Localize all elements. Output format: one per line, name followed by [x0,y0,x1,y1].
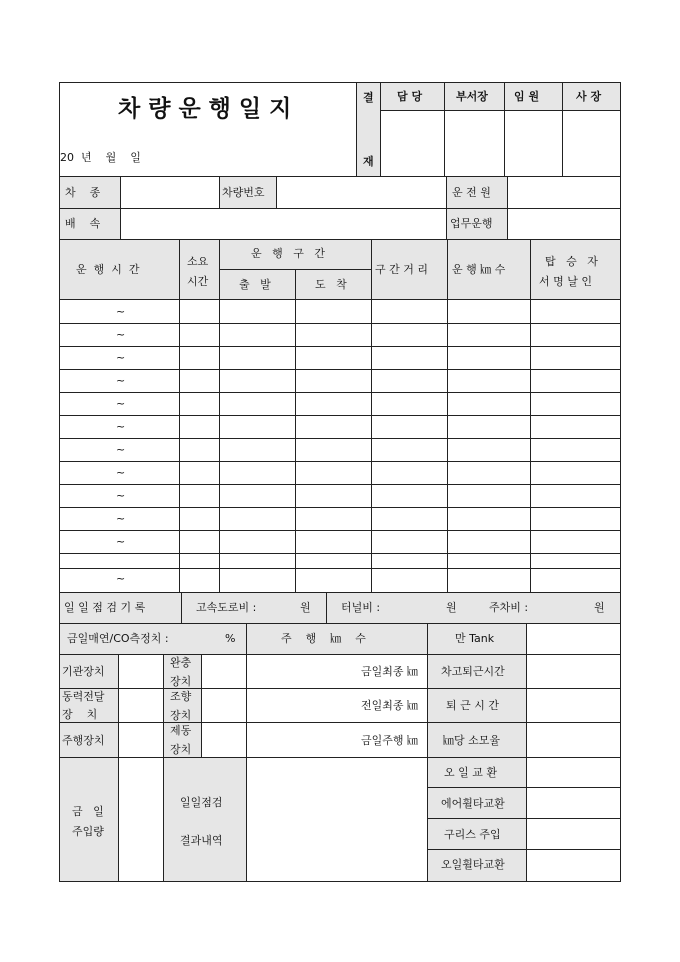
approver-executive: 임 원 [514,90,540,103]
hline-654 [59,654,620,655]
log-row-6: ~ [116,420,126,433]
vline-log-179 [179,239,180,592]
running-gear-label: 주행장치 [62,734,105,747]
vline-chk-181 [181,592,182,623]
smoke-co-label: 금일매연/CO측정치 : [67,632,169,645]
vline-veh-276 [276,176,277,208]
log-row-4: ~ [116,374,126,387]
parking-fee-unit: 원 [594,601,605,614]
vline-smk-427 [427,623,428,881]
vline-parts-163 [163,654,164,881]
vline-veh-507 [507,176,508,239]
log-row-10: ~ [116,512,126,525]
vline-veh-219 [219,176,220,208]
hline-r3 [59,369,620,370]
vline-562 [562,82,563,176]
vline-parts-201 [201,654,202,757]
brake-label-2: 장치 [170,743,192,756]
drivetrain-label-1: 동력전달 [62,690,105,703]
log-row-3: ~ [116,351,126,364]
vline-356 [356,82,357,176]
vline-smk-526 [526,623,527,881]
hline-299 [59,299,620,300]
log-head-dur-2: 시간 [187,275,209,288]
smoke-co-percent: % [225,632,236,645]
vline-parts-118 [118,654,119,881]
parking-fee-label: 주차비 : [489,601,529,614]
air-filter-label: 에어휠타교환 [441,797,505,810]
log-head-depart: 출 발 [239,278,271,291]
log-row-12: ~ [116,572,126,585]
today-driven-km-label: 금일주행 ㎞ [361,734,419,747]
vehicle-type-label: 차 종 [65,186,101,199]
hline-722 [59,722,620,723]
fuel-label-2: 주입량 [72,825,104,838]
hline-592 [59,592,620,593]
vline-chk-326 [326,592,327,623]
approval-label-bottom: 재 [363,155,374,168]
hline-757 [59,757,620,758]
vline-log-530 [530,239,531,592]
vline-380 [380,82,381,176]
highway-fee-unit: 원 [300,601,311,614]
oil-filter-label: 오일휠타교환 [441,858,505,871]
log-head-dur-1: 소요 [187,255,209,268]
hline-r6 [59,438,620,439]
suspension-label-1: 완충 [170,656,192,669]
driver-label: 운 전 원 [452,186,491,199]
vline-log-295 [295,269,296,592]
log-row-1: ~ [116,305,126,318]
hline-r12 [59,568,620,569]
grease-label: 구리스 주입 [444,828,501,841]
log-row-9: ~ [116,489,126,502]
highway-fee-label: 고속도로비 : [196,601,257,614]
leave-work-time-label: 퇴 근 시 간 [446,699,499,712]
engine-label: 기관장치 [62,665,105,678]
oil-change-label: 오 일 교 환 [444,766,497,779]
log-head-pass-2: 서 명 날 인 [539,275,592,288]
hline-176 [59,176,620,177]
log-head-distance: 구 간 거 리 [375,263,428,276]
vline-smk-246 [246,623,247,881]
hline-approval [380,110,620,111]
form-border [59,82,621,882]
hline-688 [59,688,620,689]
consumption-rate-label: ㎞당 소모율 [443,734,501,747]
tunnel-fee-unit: 원 [446,601,457,614]
steering-label-2: 장치 [170,709,192,722]
check-result-label-1: 일일점검 [180,796,223,809]
hline-r4 [59,392,620,393]
driving-km-label: 주 행 ㎞ 수 [281,632,366,645]
prev-final-km-label: 전일최종 ㎞ [361,699,419,712]
approver-president: 사 장 [576,90,602,103]
vline-504 [504,82,505,176]
assignment-label: 배 속 [65,217,101,230]
date-line: 20 년 월 일 [60,151,141,164]
log-head-arrive: 도 착 [315,278,347,291]
log-head-time: 운 행 시 간 [76,263,140,276]
approval-label-top: 결 [363,91,374,104]
garage-return-time-label: 차고퇴근시간 [441,665,505,678]
brake-label-1: 제동 [170,724,192,737]
hline-r10 [59,530,620,531]
approver-staff: 담 당 [397,90,423,103]
hline-r5 [59,415,620,416]
tunnel-fee-label: 터널비 : [341,601,381,614]
log-row-5: ~ [116,397,126,410]
hline-239 [59,239,620,240]
hline-208 [59,208,620,209]
business-label: 업무운행 [450,217,493,230]
log-head-section: 운 행 구 간 [251,247,325,260]
hline-849 [427,849,620,850]
full-tank-label: 만 Tank [455,632,495,645]
log-row-2: ~ [116,328,126,341]
drivetrain-label-2: 장 치 [62,708,98,721]
daily-check-label: 일 일 점 검 기 록 [64,601,146,614]
hline-623 [59,623,620,624]
approver-dept-head: 부서장 [456,90,488,103]
hline-r8 [59,484,620,485]
vline-log-371 [371,239,372,592]
log-row-7: ~ [116,443,126,456]
vline-log-447 [447,239,448,592]
vline-veh-120 [120,176,121,239]
log-head-km: 운 행 ㎞ 수 [452,263,506,276]
hline-r1 [59,323,620,324]
hline-r9 [59,507,620,508]
check-result-label-2: 결과내역 [180,834,223,847]
vline-444 [444,82,445,176]
log-row-8: ~ [116,466,126,479]
log-row-11: ~ [116,535,126,548]
hline-818 [427,818,620,819]
today-final-km-label: 금일최종 ㎞ [361,665,419,678]
hline-r7 [59,461,620,462]
hline-r2 [59,346,620,347]
hline-787 [427,787,620,788]
hline-r11 [59,553,620,554]
vline-veh-446 [446,176,447,239]
vehicle-number-label: 차량번호 [222,186,265,199]
steering-label-1: 조향 [170,690,192,703]
suspension-label-2: 장치 [170,675,192,688]
vline-log-219 [219,239,220,592]
fuel-label-1: 금 일 [72,805,104,818]
log-head-pass-1: 탑 승 자 [545,255,598,268]
page-title: 차 량 운 행 일 지 [118,95,292,122]
